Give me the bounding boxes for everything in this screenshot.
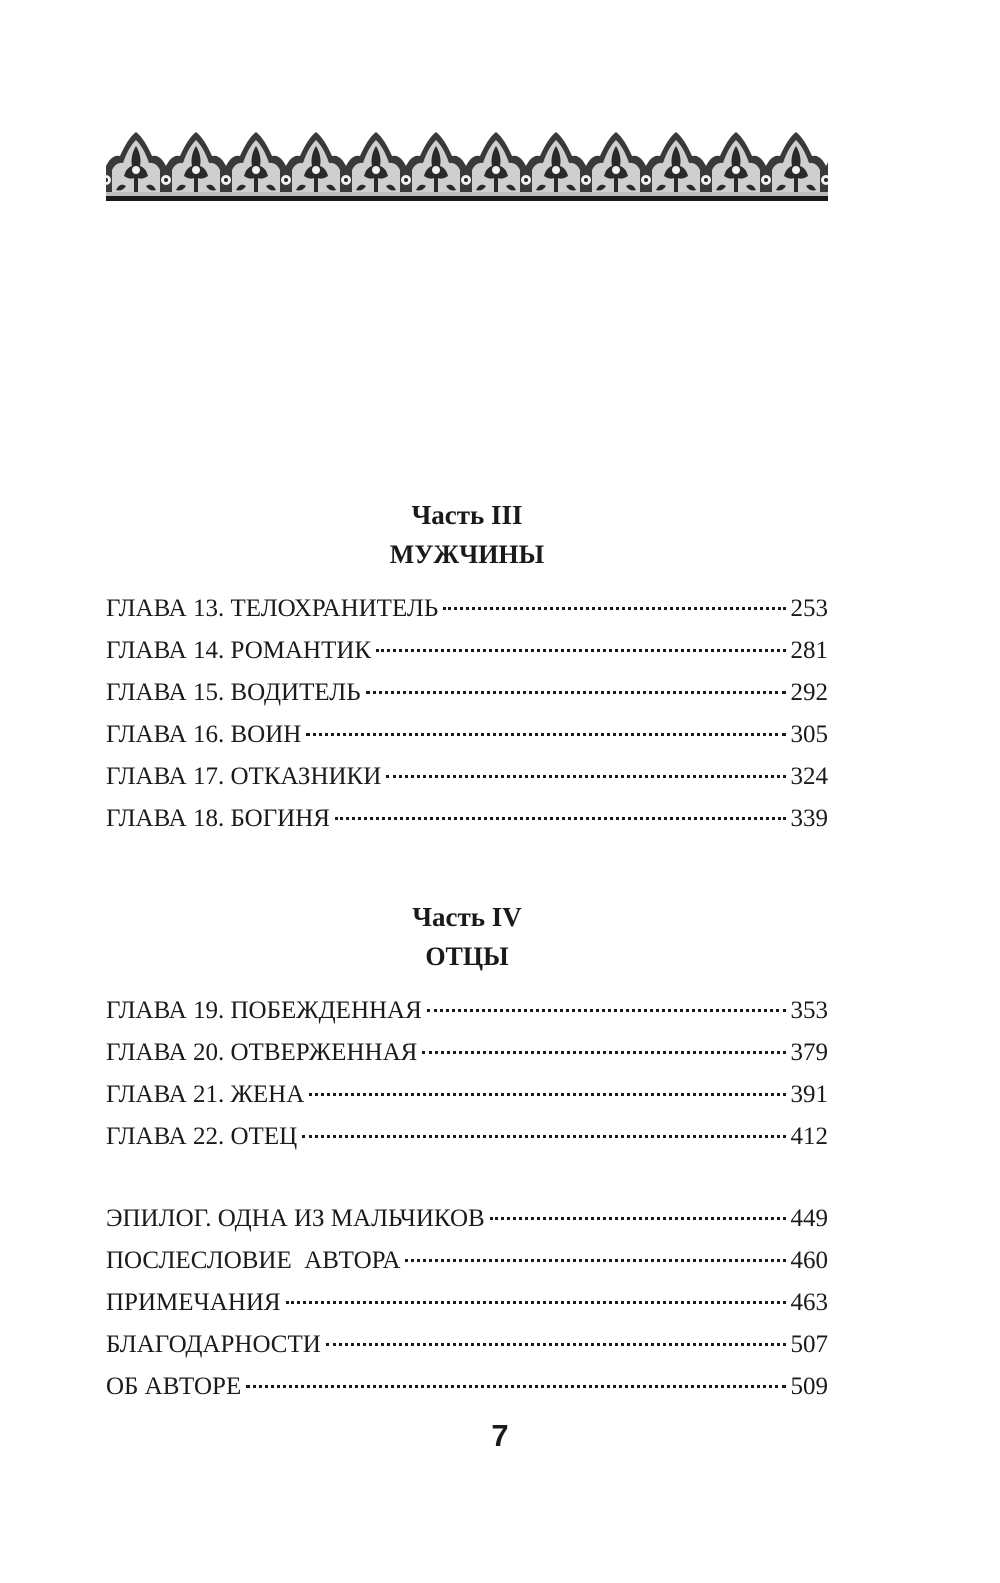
- part-3-number: Часть III: [411, 500, 523, 530]
- toc-entry-page: 339: [790, 805, 828, 832]
- toc-entry-page: 305: [790, 721, 828, 748]
- dot-leader: [427, 1009, 786, 1012]
- dot-leader: [443, 607, 785, 610]
- toc-entry[interactable]: [106, 1074, 828, 1116]
- toc-entry-title: ГЛАВА 13. ТЕЛОХРАНИТЕЛЬ: [106, 595, 439, 622]
- part-3-toc-list: [106, 588, 828, 840]
- toc-entry[interactable]: [106, 1198, 828, 1240]
- toc-entry-page: 281: [790, 637, 828, 664]
- toc-entry-page: 253: [790, 595, 828, 622]
- dot-leader: [326, 1343, 786, 1346]
- part-3-title: МУЖЧИНЫ: [389, 540, 545, 569]
- toc-entry[interactable]: [106, 1032, 828, 1074]
- toc-entry[interactable]: [106, 1366, 828, 1408]
- toc-entry[interactable]: [106, 588, 828, 630]
- toc-entry[interactable]: [106, 990, 828, 1032]
- toc-entry-title: ГЛАВА 14. РОМАНТИК: [106, 637, 372, 664]
- toc-entry-page: 507: [790, 1331, 828, 1358]
- dot-leader: [490, 1217, 786, 1220]
- toc-entry-title: ЭПИЛОГ. ОДНА ИЗ МАЛЬЧИКОВ: [106, 1205, 485, 1232]
- dot-leader: [302, 1135, 785, 1138]
- part-4-toc-list: [106, 990, 828, 1158]
- dot-leader: [306, 733, 785, 736]
- toc-entry-title: ГЛАВА 20. ОТВЕРЖЕННАЯ: [106, 1039, 418, 1066]
- toc-entry-title: ГЛАВА 18. БОГИНЯ: [106, 805, 330, 832]
- dot-leader: [309, 1093, 785, 1096]
- dot-leader: [376, 649, 785, 652]
- dot-leader: [335, 817, 786, 820]
- decorative-ornament-border: [106, 126, 828, 204]
- toc-entry-page: 460: [790, 1247, 828, 1274]
- dot-leader: [246, 1385, 785, 1388]
- toc-entry-page: 509: [790, 1373, 828, 1400]
- toc-entry[interactable]: [106, 672, 828, 714]
- toc-entry-page: 449: [790, 1205, 828, 1232]
- dot-leader: [366, 691, 786, 694]
- toc-entry-title: ПРИМЕЧАНИЯ: [106, 1289, 281, 1316]
- toc-entry-title: ГЛАВА 22. ОТЕЦ: [106, 1123, 298, 1150]
- toc-entry-title: ГЛАВА 21. ЖЕНА: [106, 1081, 305, 1108]
- toc-entry-page: 412: [790, 1123, 828, 1150]
- toc-entry-title: ГЛАВА 17. ОТКАЗНИКИ: [106, 763, 382, 790]
- part-4-heading: [106, 904, 828, 970]
- part-4-title: ОТЦЫ: [425, 942, 509, 971]
- toc-entry[interactable]: [106, 1116, 828, 1158]
- toc-entry[interactable]: [106, 798, 828, 840]
- toc-entry-page: 391: [790, 1081, 828, 1108]
- dot-leader: [386, 775, 785, 778]
- toc-entry[interactable]: [106, 1240, 828, 1282]
- toc-entry-title: ОБ АВТОРЕ: [106, 1373, 242, 1400]
- toc-entry-title: ГЛАВА 19. ПОБЕЖДЕННАЯ: [106, 997, 422, 1024]
- toc-entry-page: 463: [790, 1289, 828, 1316]
- part-4-number: Часть IV: [412, 902, 522, 932]
- toc-entry-title: ГЛАВА 16. ВОИН: [106, 721, 302, 748]
- toc-entry-page: 292: [790, 679, 828, 706]
- toc-entry[interactable]: [106, 714, 828, 756]
- toc-entry-title: БЛАГОДАРНОСТИ: [106, 1331, 321, 1358]
- toc-entry-title: ПОСЛЕСЛОВИЕ АВТОРА: [106, 1247, 401, 1274]
- part-3-heading: [106, 502, 828, 568]
- back-matter-toc-list: [106, 1198, 828, 1408]
- toc-entry-page: 379: [790, 1039, 828, 1066]
- dot-leader: [422, 1051, 785, 1054]
- toc-entry-title: ГЛАВА 15. ВОДИТЕЛЬ: [106, 679, 361, 706]
- toc-entry-page: 353: [790, 997, 828, 1024]
- toc-entry[interactable]: [106, 756, 828, 798]
- toc-entry[interactable]: [106, 630, 828, 672]
- toc-entry-page: 324: [790, 763, 828, 790]
- toc-entry[interactable]: [106, 1282, 828, 1324]
- page-number: 7: [491, 1418, 509, 1453]
- dot-leader: [286, 1301, 786, 1304]
- toc-entry[interactable]: [106, 1324, 828, 1366]
- dot-leader: [405, 1259, 785, 1262]
